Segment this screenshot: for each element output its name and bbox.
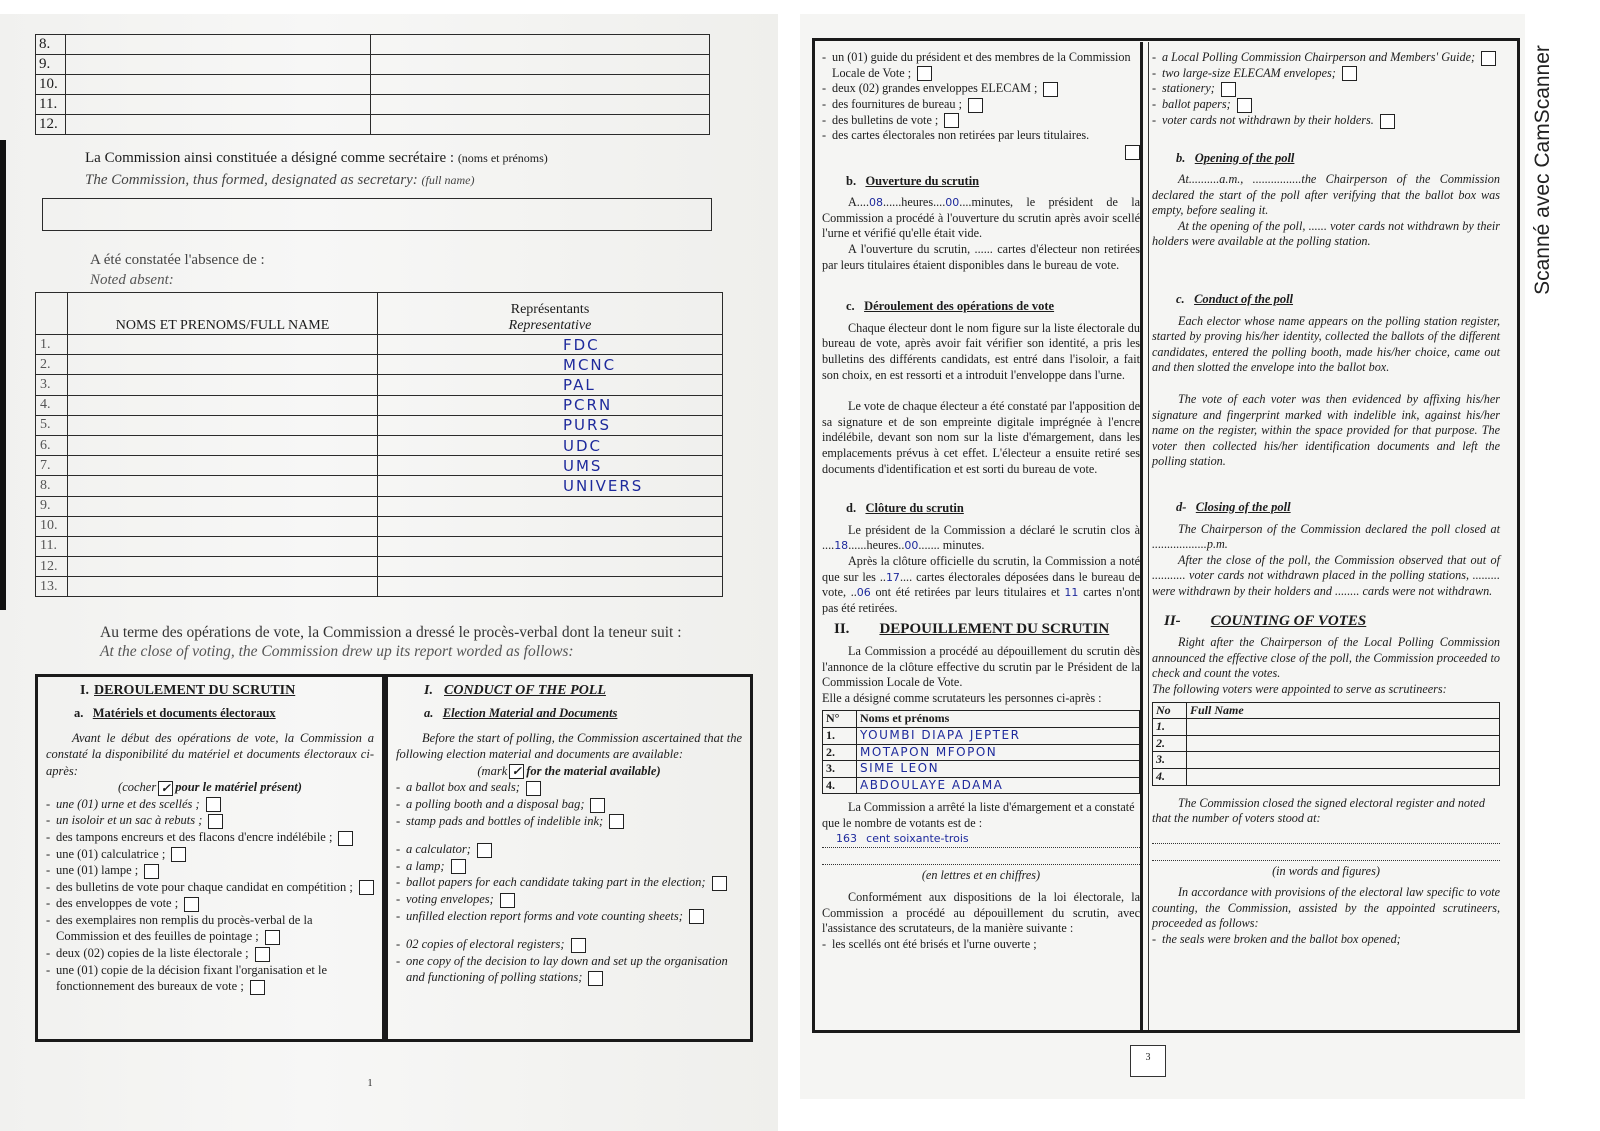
list-item: - une (01) urne et des scellés ;	[46, 796, 374, 813]
counting-intro-en: Right after the Chairperson of the Local Polling Commission announced the effective close of the poll, the Commission proceeded to check and count the votes.	[1152, 635, 1500, 681]
list-item: - ballot papers for each candidate taking part in the election;	[396, 874, 742, 891]
rep-cell[interactable]	[378, 577, 723, 597]
checkbox[interactable]	[571, 938, 586, 953]
list-item: - a ballot box and seals;	[396, 779, 742, 796]
list-item: - un isoloir et un sac à rebuts ;	[46, 812, 374, 829]
page-number-right: 3	[1130, 1045, 1166, 1077]
rep-cell[interactable]	[378, 516, 723, 536]
list-item: - des bulletins de vote pour chaque candidat en compétition ;	[46, 879, 374, 896]
checkmark-example-icon	[158, 781, 173, 796]
list-item: - voting envelopes;	[396, 891, 742, 908]
name-cell[interactable]	[68, 536, 378, 556]
checkbox[interactable]	[1481, 51, 1496, 66]
list-item: - a polling booth and a disposal bag;	[396, 796, 742, 813]
table-row: 4. ABDOULAYE ADAMA	[823, 777, 1140, 794]
table-row: 3. PAL	[36, 375, 723, 395]
opening-cards-paragraph-fr: A l'ouverture du scrutin, ...... cartes d'électeur non retirées par leurs titulaires étaient disponibles dans le bureau de vote.	[822, 242, 1140, 272]
scrutineers-table-en: No Full Name 1. 2. 3. 4.	[1152, 702, 1500, 786]
list-item: - des tampons encreurs et des flacons d'encre indélébile ;	[46, 829, 374, 846]
name-cell[interactable]	[66, 115, 371, 135]
table-row: 5. PURS	[36, 415, 723, 435]
table-row: 8. UNIVERS	[36, 476, 723, 496]
checkbox[interactable]	[1237, 98, 1252, 113]
counting-intro-fr: La Commission a procédé au dépouillement du scrutin dès l'annonce de la clôture effective du scrutin par le Président de la Commission Locale de Vote.	[822, 643, 1140, 690]
intro-fr: Avant le début des opérations de vote, la Commission a constaté la disponibilité du matériel et documents électoraux ci-après:	[46, 730, 374, 778]
closing-cards-paragraph-en: After the close of the poll, the Commission observed that out of ........... voter cards not withdrawn placed in the polling stations, ......... were withdrawn by their holders and ........ cards were not withdrawn.	[1152, 552, 1500, 598]
name-cell[interactable]	[66, 35, 371, 55]
list-item: - a Local Polling Commission Chairperson and Members' Guide;	[1152, 50, 1500, 66]
checkbox[interactable]	[500, 893, 515, 908]
close-statement-en: At the close of voting, the Commission drew up its report worded as follows:	[100, 643, 574, 660]
checkbox[interactable]	[526, 781, 541, 796]
secretary-label-en: The Commission, thus formed, designated as secretary: (full name)	[85, 172, 475, 188]
name-cell[interactable]	[68, 456, 378, 476]
list-item: - stationery;	[1152, 81, 1500, 97]
table-row: 2.	[1153, 735, 1500, 752]
table-row: 10.	[36, 75, 710, 95]
rep-cell[interactable]	[378, 496, 723, 516]
rep-cell[interactable]	[371, 75, 710, 95]
counting-method-en: In accordance with provisions of the electoral law specific to vote counting, the Commission, assisted by the appointed scrutineers, proceeded as follows:	[1152, 885, 1500, 931]
name-cell[interactable]	[68, 435, 378, 455]
checkbox[interactable]	[206, 797, 221, 812]
closing-paragraph-en: The Chairperson of the Commission declared the poll closed at ..................p.m.	[1152, 521, 1500, 552]
list-item: - deux (02) copies de la liste électorale ;	[46, 945, 374, 962]
list-item: - the seals were broken and the ballot box opened;	[1152, 932, 1500, 948]
list-item: - une (01) calculatrice ;	[46, 846, 374, 863]
voters-count-label-fr: La Commission a arrêté la liste d'émargement et a constaté que le nombre de votants est de :	[822, 800, 1135, 830]
list-item: - one copy of the decision to lay down and set up the organisation and functioning of polling stations;	[396, 953, 742, 986]
table-row: 3.	[1153, 752, 1500, 769]
table-row: 2. MCNC	[36, 355, 723, 375]
materials-checklist-fr	[46, 796, 374, 995]
table-row: 9.	[36, 496, 723, 516]
scrutineer-name[interactable]: ABDOULAYE ADAMA	[857, 777, 1140, 794]
checkbox[interactable]	[588, 971, 603, 986]
heading-d-fr: d. Clôture du scrutin	[846, 501, 964, 516]
voters-count-field-en-2[interactable]	[1152, 844, 1500, 861]
checkbox[interactable]	[255, 947, 270, 962]
voters-count-field-fr[interactable]: 163 cent soixante-trois	[822, 831, 1140, 848]
list-item: - des cartes électorales non retirées par leurs titulaires.	[822, 128, 1140, 159]
section-fr-box	[35, 674, 385, 1042]
table-row: 1.	[1153, 719, 1500, 736]
table-row: 11.	[36, 536, 723, 556]
checkbox[interactable]	[1380, 114, 1395, 129]
subsection-title-en: a. Election Material and Documents	[424, 706, 618, 721]
close-statement-fr: Au terme des opérations de vote, la Commission a dressé le procès-verbal dont la teneur suit :	[100, 624, 682, 641]
voters-count-field-en[interactable]	[1152, 827, 1500, 844]
scrutineer-name[interactable]	[1187, 719, 1500, 736]
checkbox[interactable]	[208, 814, 223, 829]
rep-cell[interactable]: MCNC	[378, 355, 723, 375]
absent-label-en: Noted absent:	[90, 272, 174, 288]
list-item: - les scellés ont été brisés et l'urne ouverte ;	[822, 937, 1140, 953]
checkbox[interactable]	[250, 980, 265, 995]
name-cell[interactable]	[68, 355, 378, 375]
heading-ii-fr: II. DEPOUILLEMENT DU SCRUTIN	[834, 621, 1110, 638]
checkbox[interactable]	[917, 66, 932, 81]
materials-checklist-en-cont	[1152, 50, 1500, 129]
table-row: 4. PCRN	[36, 395, 723, 415]
scrutineers-label-fr: Elle a désigné comme scrutateurs les personnes ci-après :	[822, 690, 1102, 705]
scrutineer-name[interactable]: YOUMBI DIAPA JEPTER	[857, 727, 1140, 744]
checkbox[interactable]	[1125, 145, 1140, 160]
rep-cell[interactable]	[371, 95, 710, 115]
table-row: 4.	[1153, 768, 1500, 785]
table-row: 1. YOUMBI DIAPA JEPTER	[823, 727, 1140, 744]
closing-cards-paragraph-fr: Après la clôture officielle du scrutin, la Commission a noté que sur les ..17.... cartes électorales déposées dans le bureau de vote, ..06 ont été retirées par leurs titulaires et 11 cartes n'ont pas été retirées.	[822, 553, 1141, 615]
name-cell[interactable]	[68, 496, 378, 516]
list-item: - unfilled election report forms and vote counting sheets;	[396, 908, 742, 925]
members-table	[35, 34, 710, 135]
name-cell[interactable]	[66, 95, 371, 115]
rep-cell[interactable]	[371, 55, 710, 75]
absent-table	[35, 292, 723, 597]
checkbox[interactable]	[451, 859, 466, 874]
list-item: - des exemplaires non remplis du procès-verbal de la Commission et des feuilles de pointage ;	[46, 912, 374, 945]
rep-cell[interactable]	[371, 35, 710, 55]
rep-cell[interactable]: PCRN	[378, 395, 723, 415]
conduct-paragraph-2-fr: Le vote de chaque électeur a été constaté par l'apposition de sa signature et de son empreinte digitale imprégnée à l'encre indélébile, devant son nom sur la liste d'émargement, dans les emplacements prévus à cet effet. L'électeur a ensuite retiré ses documents d'identification et est sorti du bureau de vote.	[822, 399, 1140, 476]
table-row: 9.	[36, 55, 710, 75]
section-en-box	[385, 674, 753, 1042]
list-item: - une (01) copie de la décision fixant l'organisation et le fonctionnement des bureaux de vote ;	[46, 962, 374, 995]
heading-c-en: c. Conduct of the poll	[1176, 292, 1294, 307]
scrutineers-table-fr: N° Noms et prénoms 1. YOUMBI DIAPA JEPTER 2. MOTAPON MFOPON 3. SIME LEON 4. ABDOULAYE ADAMA	[822, 710, 1140, 794]
rep-cell[interactable]: UDC	[378, 435, 723, 455]
table-row: 7. UMS	[36, 456, 723, 476]
materials-checklist-fr-cont	[822, 50, 1140, 160]
rep-cell[interactable]: FDC	[378, 335, 723, 355]
table-row: 8.	[36, 35, 710, 55]
name-cell[interactable]	[68, 335, 378, 355]
conduct-paragraph-1-fr: Chaque électeur dont le nom figure sur la liste électorale du bureau de vote, après avoir fait vérifier son identité, a pris les bulletins des différents candidats, est entré dans l'isoloir, a fait son choix, en est ressorti et a introduit l'enveloppe dans l'urne.	[822, 320, 1140, 382]
column-header-name: NOMS ET PRENOMS/FULL NAME	[68, 293, 378, 335]
cards-total-value[interactable]: 17	[885, 570, 900, 584]
checkbox[interactable]	[171, 847, 186, 862]
list-item: - une (01) lampe ;	[46, 862, 374, 879]
list-item: - a calculator;	[396, 841, 742, 858]
opening-paragraph-en: At..........a.m., ................the Chairperson of the Commission declared the start of the poll after verifying that the ballot box was empty, before sealing it.	[1152, 172, 1500, 218]
opening-minutes-value[interactable]: 00	[945, 196, 960, 210]
rep-cell[interactable]: UMS	[378, 456, 723, 476]
list-item: - des enveloppes de vote ;	[46, 895, 374, 912]
checkbox[interactable]	[477, 843, 492, 858]
name-cell[interactable]	[66, 55, 371, 75]
list-item: - voter cards not withdrawn by their holders.	[1152, 113, 1500, 129]
list-item: - deux (02) grandes enveloppes ELECAM ;	[822, 81, 1140, 97]
list-item: - 02 copies of electoral registers;	[396, 936, 742, 953]
camscanner-watermark: Scanné avec CamScanner	[1531, 45, 1554, 295]
right-en-content: - a Local Polling Commission Chairperson and Members' Guide; - two large-size ELECAM envelopes; - stationery; - ballot papers; - voter cards not withdrawn by their holders. b. Opening of the poll At..........a.m., ................the Chairperson of the Commission declared the start of the poll after verifying that the ballot box was empty, before sealing it. At the opening of the poll, ...... voter cards not withdrawn by their holders were available at the polling station. c. Conduct of the poll Each elector whose name appears on the polling station register, started by proving his/her identity, collected the ballots of the different candidates, entered the polling booth, made his/her choice, came out and then slotted the envelope into the ballot box. The vote of each voter was then evidenced by affixing his/her signature and fingerprint marked with indelible ink, against his/her name on the register, within the space provided for that purpose. The voter then collected his/her identification documents and left the polling station. d- Closing of the poll The Chairperson of the Commission declared the poll closed at ..................p.m. After the close of the poll, the Commission observed that out of ........... voter cards not withdrawn placed in the polling stations, ......... were withdrawn by their holders and ........ cards were not withdrawn. II- COUNTING OF VOTES Right after the Chairperson of the Local Polling Commission announced the effective close of the poll, the Commission proceeded to check and count the votes. The following voters were appointed to serve as scrutineers: No Full Name 1. 2. 3. 4. The Commission closed the signed electoral register and noted that the number of voters stood at: (in words and figures) In accordance with provisions of the electoral law specific to vote counting, the Commission, assisted by the appointed scrutineers, proceeded as follows: - the seals were broken and the ballot box opened;	[1152, 50, 1500, 948]
checkbox[interactable]	[184, 897, 199, 912]
section-title-fr: I. DEROULEMENT DU SCRUTIN	[80, 683, 296, 698]
name-cell[interactable]	[68, 375, 378, 395]
rep-cell[interactable]	[378, 536, 723, 556]
name-cell[interactable]	[68, 415, 378, 435]
name-cell[interactable]	[68, 476, 378, 496]
checkbox[interactable]	[712, 876, 727, 891]
heading-ii-en: II- COUNTING OF VOTES	[1164, 612, 1367, 629]
scrutineer-name[interactable]	[1187, 735, 1500, 752]
checkbox[interactable]	[609, 814, 624, 829]
rep-cell[interactable]	[371, 115, 710, 135]
heading-c-fr: c. Déroulement des opérations de vote	[846, 299, 1055, 314]
section-title-en: I. CONDUCT OF THE POLL	[424, 683, 606, 698]
name-cell[interactable]	[68, 395, 378, 415]
heading-d-en: d- Closing of the poll	[1176, 500, 1291, 515]
rep-cell[interactable]: PAL	[378, 375, 723, 395]
cards-withdrawn-value[interactable]: 06	[856, 586, 871, 600]
conduct-paragraph-1-en: Each elector whose name appears on the polling station register, started by proving his/her identity, collected the ballots of the different candidates, entered the polling booth, made his/her choice, came out and then slotted the envelope into the ballot box.	[1152, 313, 1500, 375]
counting-method-fr: Conformément aux dispositions de la loi électorale, la Commission a procédé au dépouillement du scrutin, avec l'assistance des scrutateurs, de la manière suivante :	[822, 890, 1140, 936]
closing-paragraph-fr: Le président de la Commission a déclaré le scrutin clos à ....18......heures..00....... minutes.	[822, 522, 1140, 553]
table-row: 1. FDC	[36, 335, 723, 355]
mark-instruction-fr: (cocher ✓ pour le matériel présent)	[46, 779, 374, 796]
closing-hours-value[interactable]: 18	[834, 539, 849, 553]
checkbox[interactable]	[1221, 82, 1236, 97]
table-row: 3. SIME LEON	[823, 761, 1140, 778]
scrutineer-name[interactable]	[1187, 752, 1500, 769]
intro-en: Before the start of polling, the Commission ascertained that the following election material and documents are available:	[396, 730, 742, 762]
name-cell[interactable]	[68, 557, 378, 577]
column-header-rep: Représentants Representative	[378, 293, 723, 335]
list-item: - two large-size ELECAM envelopes;	[1152, 66, 1500, 82]
binding-shadow	[0, 140, 6, 610]
table-row: 12.	[36, 115, 710, 135]
absent-label-fr: A été constatée l'absence de :	[90, 252, 265, 268]
table-row: 10.	[36, 516, 723, 536]
secretary-label-fr: La Commission ainsi constituée a désigné comme secrétaire : (noms et prénoms)	[85, 150, 548, 166]
scrutineers-label-en: The following voters were appointed to serve as scrutineers:	[1152, 681, 1447, 696]
table-row: 2. MOTAPON MFOPON	[823, 744, 1140, 761]
name-cell[interactable]	[66, 75, 371, 95]
list-item: - a lamp;	[396, 858, 742, 875]
table-row: 13.	[36, 577, 723, 597]
scrutineer-name[interactable]	[1187, 768, 1500, 785]
checkbox[interactable]	[265, 930, 280, 945]
opening-paragraph-fr: A....08......heures....00....minutes, le président de la Commission a procédé à l'ouverture du scrutin après avoir scellé l'urne et vérifié qu'elle était vide.	[822, 195, 1140, 241]
checkbox[interactable]	[144, 864, 159, 879]
voters-count-field-fr-2[interactable]	[822, 848, 1140, 865]
voters-count-label-en: The Commission closed the signed electoral register and noted that the number of voters stood at:	[1152, 795, 1485, 826]
list-item: - stamp pads and bottles of indelible ink;	[396, 813, 742, 830]
name-cell[interactable]	[68, 516, 378, 536]
subsection-title-fr: a. Matériels et documents électoraux	[74, 706, 276, 721]
right-fr-content: - un (01) guide du président et des membres de la Commission Locale de Vote ; - deux (02) grandes enveloppes ELECAM ; - des fournitures de bureau ; - des bulletins de vote ; - des cartes électorales non retirées par leurs titulaires. b. Ouverture du scrutin A....08......heures....00....minutes, le président de la Commission a procédé à l'ouverture du scrutin après avoir scellé l'urne et vérifié qu'elle était vide. A l'ouverture du scrutin, ...... cartes d'électeur non retirées par leurs titulaires étaient disponibles dans le bureau de vote. c. Déroulement des opérations de vote Chaque électeur dont le nom figure sur la liste électorale du bureau de vote, après avoir fait vérifier son identité, a pris les bulletins des différents candidats, est entré dans l'isoloir, a fait son choix, en est ressorti et a introduit l'enveloppe dans l'urne. Le vote de chaque électeur a été constaté par l'apposition de sa signature et de son empreinte digitale imprégnée à l'encre indélébile, devant son nom sur la liste d'émargement, dans les emplacements prévus à cet effet. L'électeur a ensuite retiré ses documents d'identification et est sorti du bureau de vote. d. Clôture du scrutin Le président de la Commission a déclaré le scrutin clos à ....18......heures..00....... minutes. Après la clôture officielle du scrutin, la Commission a noté que sur les ..17.... cartes électorales déposées dans le bureau de vote, ..06 ont été retirées par leurs titulaires et 11 cartes n'ont pas été retirées. II. DEPOUILLEMENT DU SCRUTIN La Commission a procédé au dépouillement du scrutin dès l'annonce de la clôture effective du scrutin par le Président de la Commission Locale de Vote. Elle a désigné comme scrutateurs les personnes ci-après : N° Noms et prénoms 1. YOUMBI DIAPA JEPTER 2. MOTAPON MFOPON 3. SIME LEON 4. ABDOULAYE ADAMA La Commission a arrêté la liste d'émargement et a constaté que le nombre de votants est de : 163 cent soixante-trois (en lettres et en chiffres) Conformément aux dispositions de la loi électorale, la Commission a procédé au dépouillement du scrutin, avec l'assistance des scrutateurs, de la manière suivante : - les scellés ont été brisés et l'urne ouverte ;	[822, 50, 1140, 952]
rep-cell[interactable]	[378, 557, 723, 577]
opening-cards-paragraph-en: At the opening of the poll, ...... voter cards not withdrawn by their holders were available at the polling station.	[1152, 218, 1500, 249]
name-cell[interactable]	[68, 577, 378, 597]
checkmark-example-icon	[509, 764, 524, 779]
rep-cell[interactable]: PURS	[378, 415, 723, 435]
checkbox[interactable]	[338, 831, 353, 846]
table-row: 11.	[36, 95, 710, 115]
checkbox[interactable]	[944, 113, 959, 128]
heading-b-fr: b. Ouverture du scrutin	[846, 173, 980, 188]
table-row: 6. UDC	[36, 435, 723, 455]
list-item: - un (01) guide du président et des membres de la Commission Locale de Vote ;	[822, 50, 1140, 81]
list-item: - ballot papers;	[1152, 97, 1500, 113]
closing-minutes-value[interactable]: 00	[904, 539, 919, 553]
materials-checklist-en	[396, 779, 742, 986]
page-number-left: 1	[367, 1078, 373, 1089]
opening-hours-value[interactable]: 08	[869, 196, 883, 210]
table-row: 12.	[36, 557, 723, 577]
mark-instruction-en: (mark ✓ for the material available)	[396, 763, 742, 780]
checkbox[interactable]	[1342, 66, 1357, 81]
secretary-field[interactable]	[42, 198, 712, 231]
checkbox[interactable]	[359, 880, 374, 895]
conduct-paragraph-2-en: The vote of each voter was then evidenced by affixing his/her signature and fingerprint marked with indelible ink, against his/her name on the register, within the space provided for that purpose. The voter then collected his/her identification documents and left the polling station.	[1152, 392, 1500, 469]
cards-not-withdrawn-value[interactable]: 11	[1064, 586, 1079, 600]
checkbox[interactable]	[590, 798, 605, 813]
rep-cell[interactable]: UNIVERS	[378, 476, 723, 496]
list-item: - des fournitures de bureau ;	[822, 97, 1140, 113]
scrutineer-name[interactable]: MOTAPON MFOPON	[857, 744, 1140, 761]
checkbox[interactable]	[1043, 82, 1058, 97]
list-item: - des bulletins de vote ;	[822, 113, 1140, 129]
checkbox[interactable]	[689, 909, 704, 924]
heading-b-en: b. Opening of the poll	[1176, 150, 1295, 165]
checkbox[interactable]	[968, 98, 983, 113]
scrutineer-name[interactable]: SIME LEON	[857, 761, 1140, 778]
